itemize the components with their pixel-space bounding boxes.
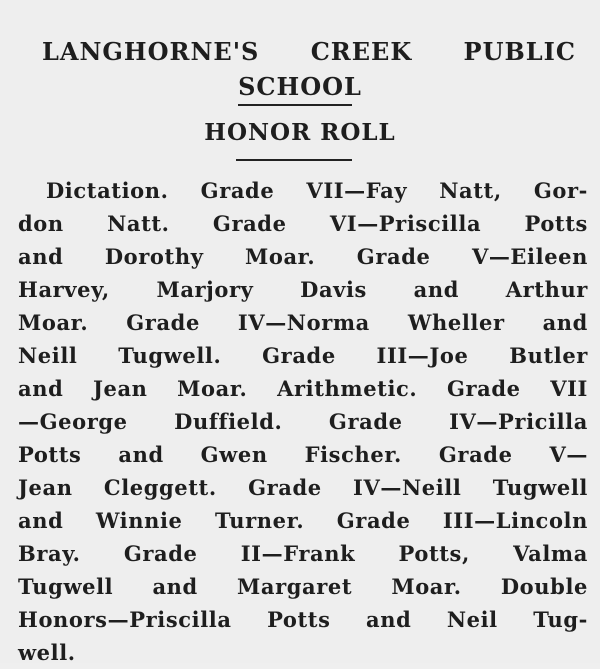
body-word: Margaret [237, 574, 353, 599]
body-word: Fischer. [304, 442, 402, 467]
body-word: II—Frank [240, 541, 356, 566]
body-word: Potts, [398, 541, 470, 566]
body-word: Moar. [177, 376, 248, 401]
body-word: Bray. [18, 541, 81, 566]
body-word: and [18, 376, 64, 401]
body-line [18, 405, 588, 438]
body-line [18, 603, 588, 636]
body-word: Grade [446, 376, 521, 401]
body-word: Tugwell [492, 475, 588, 500]
body-word: IV—Neill [353, 475, 462, 500]
body-word: Butler [509, 343, 588, 368]
body-word: Grade [123, 541, 198, 566]
headline-word: PUBLIC [463, 37, 576, 66]
subheading: HONOR ROLL [204, 119, 396, 146]
body-line [18, 273, 588, 306]
body-word: Dictation. [46, 178, 169, 203]
body-word: Moar. [245, 244, 316, 269]
body-word: Gor- [533, 178, 588, 203]
body-word: Grade [356, 244, 431, 269]
body-word: —George [18, 409, 128, 434]
body-word: VII [550, 376, 588, 401]
headline-divider [238, 104, 352, 106]
body-word: Wheller [407, 310, 505, 335]
body-word: Potts [267, 607, 331, 632]
body-word: V—Eileen [471, 244, 588, 269]
body-word: Turner. [214, 508, 305, 533]
body-word: Grade [248, 475, 322, 500]
body-word: Tugwell. [118, 343, 222, 368]
body-word: Tug- [533, 607, 588, 632]
body-line [18, 636, 588, 669]
body-word: III—Lincoln [442, 508, 588, 533]
body-word: and [18, 508, 64, 533]
body-line [18, 240, 588, 273]
body-word: V— [549, 442, 588, 467]
headline-line-1 [28, 37, 576, 66]
body-word: IV—Pricilla [449, 409, 588, 434]
body-word: Natt. [107, 211, 170, 236]
body-line [18, 471, 588, 504]
headline-word: LANGHORNE'S [42, 37, 260, 66]
body-word: VI—Priscilla [329, 211, 482, 236]
body-word: Jean [18, 475, 73, 500]
body-word: Tugwell [18, 574, 114, 599]
body-word: Potts [18, 442, 82, 467]
body-line [18, 372, 588, 405]
body-word: and [152, 574, 198, 599]
body-word: Grade [262, 343, 336, 368]
body-line [18, 504, 588, 537]
body-word: Moar. [391, 574, 462, 599]
body-line [18, 537, 588, 570]
body-word: well. [18, 640, 76, 665]
body-line [18, 207, 588, 240]
body-word: Marjory [156, 277, 254, 302]
body-word: and [366, 607, 412, 632]
body-word: don [18, 211, 64, 236]
body-word: Grade [438, 442, 513, 467]
body-line [18, 438, 588, 471]
body-line [18, 339, 588, 372]
headline-line-2: SCHOOL [238, 72, 362, 101]
body-word: Harvey, [18, 277, 110, 302]
body-line [18, 306, 588, 339]
body-word: VII—Fay [306, 178, 408, 203]
body-word: Moar. [18, 310, 89, 335]
body-word: Arthur [505, 277, 588, 302]
body-word: IV—Norma [237, 310, 370, 335]
body-word: Winnie [95, 508, 183, 533]
body-word: Honors—Priscilla [18, 607, 232, 632]
body-line [18, 174, 588, 207]
body-word: Neill [18, 343, 78, 368]
body-word: Grade [212, 211, 287, 236]
body-word: Natt, [439, 178, 502, 203]
body-word: Davis [300, 277, 367, 302]
body-word: Cleggett. [103, 475, 217, 500]
body-word: and [18, 244, 64, 269]
article-body [18, 174, 588, 669]
body-word: Grade [336, 508, 411, 533]
subheading-divider [236, 159, 352, 161]
body-word: and [118, 442, 164, 467]
body-word: Arithmetic. [277, 376, 418, 401]
body-word: Grade [328, 409, 403, 434]
body-word: Dorothy [104, 244, 204, 269]
body-word: Neil [446, 607, 498, 632]
body-line [18, 570, 588, 603]
body-word: Jean [92, 376, 148, 401]
body-word: Valma [513, 541, 588, 566]
body-word: Grade [126, 310, 200, 335]
body-word: Double [500, 574, 588, 599]
body-word: III—Joe [376, 343, 469, 368]
body-word: Gwen [200, 442, 268, 467]
body-word: Potts [524, 211, 588, 236]
body-word: Duffield. [174, 409, 283, 434]
body-word: and [542, 310, 588, 335]
body-word: and [413, 277, 460, 302]
headline-word: CREEK [310, 37, 413, 66]
body-word: Grade [200, 178, 275, 203]
